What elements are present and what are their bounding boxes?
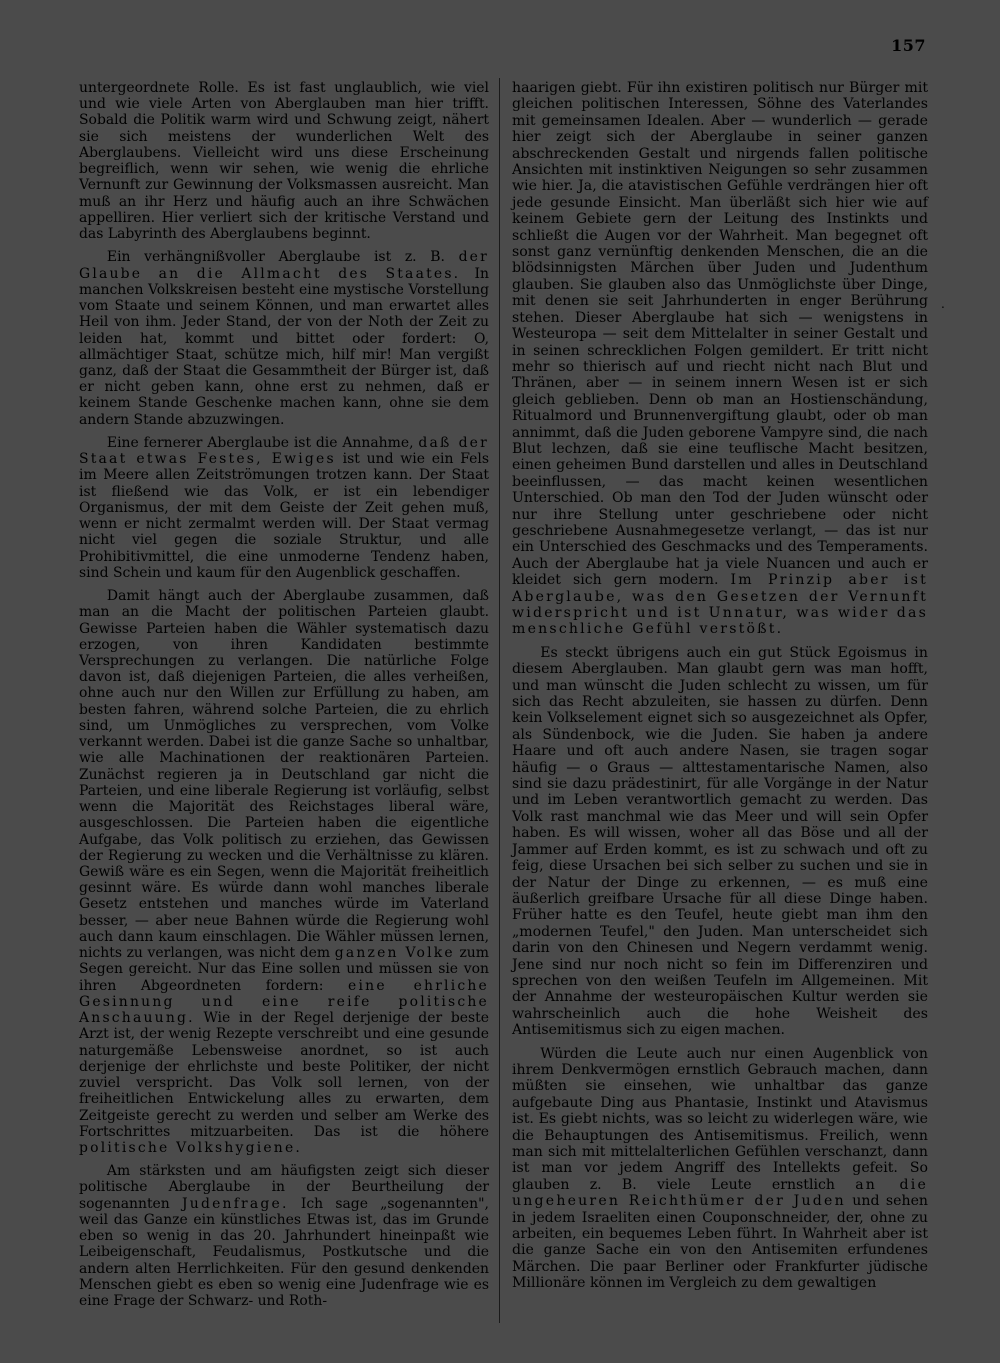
column-divider (499, 78, 500, 1323)
paragraph-text: untergeordnete Rolle. Es ist fast unglaublich, wie viel und wie viele Arten von Aberglauben man hier trifft. Sobald die Politik warm wird und Schwung zeigt, nähert sie sich meistens der wunderlichen Welt des Aberglaubens. Vielleicht wird uns diese Erscheinung begreiflich, wenn wir sehen, wie wenig die ehrliche Vernunft zur Gewinnung der Volksmassen ausreicht. Man muß an ihr Herz und häufig auch an ihre Schwächen appelliren. Hier verliert sich der kritische Verstand und das Labyrinth des Aberglaubens beginnt. (79, 80, 489, 243)
paragraph-text: Ich sage „sogenannten", weil das Ganze ein künstliches Etwas ist, das im Grunde eben so wenig in das 20. Jahrhundert hineinpaßt wie Leibeigenschaft, Feudalismus, Postkutsche und die andern alten Herrlichkeiten. Für den gesund denkenden Menschen giebt es eben so wenig eine Judenfrage wie es eine Frage der Schwarz- und Roth- (79, 1195, 489, 1310)
paragraph (79, 435, 489, 581)
emphasized-text: an die ungeheuren Reichthümer der Juden (512, 1176, 929, 1210)
emphasized-text: ganzen Volke (334, 945, 455, 962)
emphasized-text: Im Prinzip aber ist Aberglaube, was den Gesetzen der Vernunft widerspricht und ist Unnatur, was wider das menschliche Gefühl verstößt. (512, 572, 928, 638)
paragraph-text: haarigen giebt. Für ihn existiren politisch nur Bürger mit gleichen politischen Interessen, Söhne des Vaterlandes mit gemeinsamen Idealen. Aber — wunderlich — gerade hier zeigt sich der Aberglaube in seiner ganzen abschreckenden Gestalt und nirgends fallen politische Ansichten mit instinktiven Neigungen so sehr zusammen wie hier. Ja, die atavistischen Gefühle verdrängen hier oft jede gesunde Einsicht. Man überläßt sich hier wie auf keinem Gebiete gern der Leitung des Instinkts und schließt die Augen vor der Wahrheit. Man begegnet oft sonst ganz vernünftig denkenden Menschen, die an die blödsinnigsten Märchen über Juden und Judenthum glauben. Sie glauben also das Unmöglichste über Dinge, mit denen sie seit Jahrhunderten in enger Berührung stehen. Dieser Aberglaube hat sich — wenigstens in Westeuropa — seit dem Mittelalter in seiner Gestalt und in seinen schrecklichen Folgen gemildert. Er tritt nicht mehr so thierisch auf und riecht nicht nach Blut und Thränen, aber — in seinem innern Wesen ist er sich gleich geblieben. Denn ob man an Hostienschändung, Ritualmord und Brunnenvergiftung glaubt, oder ob man annimmt, daß die Juden geborene Vampyre sind, die nach Blut lechzen, daß sie eine teuflische Macht besitzen, einen geheimen Bund darstellen und alles in Deutschland beeinflussen, — das macht keinen wesentlichen Unterschied. Ob man den Tod der Juden wünscht oder nur ihre Stellung unter geschriebene oder nicht geschriebene Ausnahmegesetze verlangt, — das ist nur ein Unterschied des Geschmacks und des Temperaments. Auch der Aberglaube hat ja viele Nuancen und auch er kleidet sich gern modern. (512, 80, 928, 589)
paragraph-text: Es steckt übrigens auch ein gut Stück Egoismus in diesem Aberglauben. Man glaubt gern was man hofft, und man wünscht die Juden schlecht zu wissen, um für sich das Recht abzuleiten, sie hassen zu dürfen. Denn kein Volkselement eignet sich so ausgezeichnet als Opfer, als Sündenbock, wie die Juden. Sie haben ja andere Haare und oft auch andere Nasen, sie tragen sogar häufig — o Graus — alttestamentarische Namen, also sind sie dazu prädestinirt, für alle Vorgänge in der Natur und im Leben verantwortlich gemacht zu werden. Das Volk rast manchmal wie das Meer und will sein Opfer haben. Es will wissen, woher all das Böse und all der Jammer auf Erden kommt, es ist zu schwach und oft zu feig, diese Ursachen bei sich selber zu suchen und sie in der Natur der Dinge zu erkennen, — es muß eine äußerlich greifbare Ursache für all diese Dinge haben. Früher hatte es den Teufel, heute giebt man ihm den „modernen Teufel," den Juden. Man unterscheidet sich darin von den Chinesen und Negern verdammt wenig. Jene sind nur noch nicht so fein im Differenziren und sprechen von den weißen Teufeln im Allgemeinen. Mit der Annahme der westeuropäischen Kultur werden sie wahrscheinlich auch die hohe Weisheit des Antisemitismus sich zu eigen machen. (512, 644, 928, 1039)
paragraph-text: Am stärksten und am häufigsten zeigt sich dieser politische Aberglaube in der Beurtheilung der sogenannten (79, 1163, 489, 1212)
emphasized-text: politische Volkshygiene. (79, 1140, 303, 1156)
paragraph (79, 80, 489, 242)
paragraph-text: Wie in der Regel derjenige der beste Arzt ist, der wenig Rezepte verschreibt und eine gesunde naturgemäße Lebensweise anordnet, so ist auch derjenige der ehrlichste und beste Politiker, der nicht zuviel verspricht. Das Volk soll lernen, von der freiheitlichen Entwickelung alles zu erwarten, dem Zeitgeiste gerecht zu werden und selber am Werke des Fortschrittes mitzuarbeiten. Das ist die höhere (79, 1010, 489, 1140)
paragraph-text: ist und wie ein Fels im Meere allen Zeitströmungen trotzen kann. Der Staat ist fließend wie das Volk, er ist ein lebendiger Organismus, der mit dem Geiste der Zeit gehen muß, wenn er nicht zermalmt werden will. Der Staat vermag nicht viel gegen die soziale Struktur, und alle Prohibitivmittel, die eine unmoderne Tendenz haben, sind Schein und kaum für den Augenblick geschaffen. (79, 451, 489, 581)
paragraph (79, 1163, 489, 1309)
paragraph-text: Damit hängt auch der Aberglaube zusammen, daß man an die Macht der politischen Parteien glaubt. Gewisse Parteien haben die Wähler systematisch dazu erzogen, von ihren Kandidaten bestimmte Versprechungen zu verlangen. Die natürliche Folge davon ist, daß diejenigen Parteien, die alles verheißen, ohne auch nur den Willen zur Erfüllung zu haben, am besten fahren, während solche Parteien, die zu ehrlich sind, um Unmögliches zu versprechen, vom Volke verkannt werden. Dabei ist die ganze Sache so unhaltbar, wie alle Machinationen der reaktionären Parteien. Zunächst regieren ja in Deutschland gar nicht die Parteien, und eine liberale Regierung ist vorläufig, selbst wenn die Majorität des Reichstages liberal wäre, ausgeschlossen. Die Parteien haben die eigentliche Aufgabe, das Volk politisch zu erziehen, das Gewissen der Regierung zu wecken und die Verhältnisse zu klären. Gewiß wäre es ein Segen, wenn die Majorität freiheitlich gesinnt wäre. Es würde dann wohl manches liberale Gesetz entstehen und manches würde im Vaterland besser, — aber neue Bahnen würde die Regierung wohl auch dann kaum einschlagen. Die Wähler müssen lernen, nichts zu verlangen, was nicht dem (79, 588, 489, 962)
paragraph-text: Ein verhängnißvoller Aberglaube ist z. B. (106, 249, 459, 266)
paragraph-text: und sehen in jedem Israeliten einen Couponschneider, der, ohne zu arbeiten, ein bequemes Leben führt. In Wahrheit aber ist die ganze Sache ein von den Antisemiten erfundenes Märchen. Die paar Berliner oder Frankfurter jüdische Millionäre können im Vergleich zu dem gewaltigen (512, 1193, 928, 1292)
paragraph (79, 588, 489, 1156)
paragraph-text: In manchen Volkskreisen besteht eine mystische Vorstellung vom Staate und seinem Können, und man erwartet alles Heil von ihm. Jeder Stand, der von der Noth der Zeit zu leiden hat, kommt und bittet oder fordert: O, allmächtiger Staat, schütze mich, hilf mir! Man vergißt ganz, daß der Staat die Gesammtheit der Bürger ist, daß er nicht geben kann, ohne erst zu nehmen, daß er keinem Stande Geschenke machen kann, ohne sie dem andern Stande abzuzwingen. (79, 265, 489, 428)
emphasized-text: Judenfrage. (181, 1195, 289, 1212)
paragraph (512, 80, 928, 638)
left-column (79, 80, 489, 1316)
paragraph (79, 249, 489, 428)
margin-mark: . (941, 297, 945, 311)
paragraph (512, 645, 928, 1039)
emphasized-text: eine ehrliche Gesinnung und eine reife politische Anschauung. (79, 977, 489, 1027)
right-column (512, 80, 928, 1299)
paragraph-text: zum Segen gereicht. Nur das Eine sollen und müssen sie von ihren Abgeordneten fordern: (79, 945, 489, 994)
paragraph-text: Würden die Leute auch nur einen Augenblick von ihrem Denkvermögen ernstlich Gebrauch machen, dann müßten sie einsehen, wie unhaltbar das ganze aufgebaute Ding aus Phantasie, Instinkt und Atavismus ist. Es giebt nichts, was so leicht zu widerlegen wäre, wie die Behauptungen des Antisemitismus. Freilich, wenn man sich mit mittelalterlichen Gefühlen verschanzt, dann ist man vor jedem Angriff des Intellekts gefeit. So glauben z. B. viele Leute ernstlich (512, 1045, 928, 1193)
paragraph-text: Eine fernerer Aberglaube ist die Annahme, (106, 434, 419, 451)
emphasized-text: daß der Staat etwas Festes, Ewiges (79, 434, 489, 468)
paragraph (512, 1046, 928, 1292)
page-number: 157 (891, 36, 926, 55)
emphasized-text: der Glaube an die Allmacht des Staates. (79, 249, 489, 282)
